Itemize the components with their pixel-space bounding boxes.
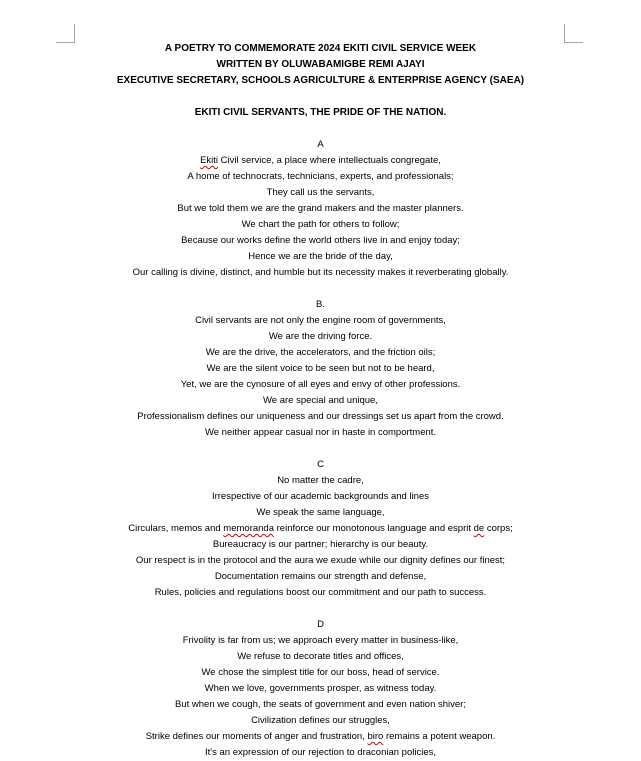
line-text: Civil service, a place where intellectuals congregate, <box>218 155 441 166</box>
poem-line <box>0 377 641 393</box>
line-text: Civilization defines our struggles, <box>251 715 390 726</box>
line-text: We are the driving force. <box>268 331 373 342</box>
line-text: reinforce our monotonous language and esprit <box>274 523 474 534</box>
stanza-label: A <box>317 139 324 150</box>
line-text: We are the drive, the accelerators, and the friction oils; <box>205 347 436 358</box>
line-text: Professionalism defines our uniqueness and our dressings set us apart from the crowd. <box>137 411 504 422</box>
line-text: Our respect is in the protocol and the aura we exude while our dignity defines our finest; <box>135 555 506 566</box>
poem-line <box>0 217 641 233</box>
poem-line <box>0 649 641 665</box>
poem-line <box>0 729 641 745</box>
poem-line <box>0 425 641 441</box>
header-line-author: WRITTEN BY OLUWABAMIGBE REMI AJAYI <box>216 59 425 70</box>
poem-line <box>0 713 641 729</box>
poem-line <box>0 361 641 377</box>
poem-line <box>0 633 641 649</box>
poem-line <box>0 185 641 201</box>
poem-line <box>0 169 641 185</box>
line-text: We chart the path for others to follow; <box>241 219 400 230</box>
header-line-position: EXECUTIVE SECRETARY, SCHOOLS AGRICULTURE & ENTERPRISE AGENCY (SAEA) <box>116 75 525 86</box>
stanza-label: C <box>317 459 324 470</box>
line-text: Civil servants are not only the engine room of governments, <box>195 315 446 326</box>
poem-body <box>0 137 641 761</box>
spellcheck-flagged-word: Ekiti <box>200 155 219 166</box>
spellcheck-flagged-word: biro <box>367 731 384 742</box>
line-text: We are special and unique, <box>263 395 378 406</box>
poem-line <box>0 393 641 409</box>
spellcheck-flagged-word: de <box>473 523 485 534</box>
line-text: But when we cough, the seats of government and even nation shiver; <box>175 699 466 710</box>
spellcheck-flagged-word: memoranda <box>223 523 274 534</box>
line-text: Because our works define the world others live in and enjoy today; <box>181 235 460 246</box>
line-text: When we love, governments prosper, as witness today. <box>204 683 437 694</box>
poem-line <box>0 745 641 761</box>
poem-line <box>0 585 641 601</box>
poem-line <box>0 345 641 361</box>
poem-line <box>0 153 641 169</box>
line-text: remains a potent weapon. <box>383 731 496 742</box>
line-text: We refuse to decorate titles and offices, <box>237 651 404 662</box>
line-text: Bureaucracy is our partner; hierarchy is our beauty. <box>212 539 429 550</box>
line-text: corps; <box>484 523 513 534</box>
stanza <box>0 137 641 281</box>
line-text: Yet, we are the cynosure of all eyes and envy of other professions. <box>180 379 461 390</box>
line-text: We chose the simplest title for our boss, head of service. <box>201 667 440 678</box>
line-text: Documentation remains our strength and defense, <box>214 571 427 582</box>
line-text: Rules, policies and regulations boost our commitment and our path to success. <box>154 587 487 598</box>
line-text: They call us the servants, <box>266 187 375 198</box>
poem-line <box>0 329 641 345</box>
line-text: Hence we are the bride of the day, <box>248 251 393 262</box>
poem-line <box>0 265 641 281</box>
poem-line <box>0 553 641 569</box>
poem-line <box>0 697 641 713</box>
line-text: Strike defines our moments of anger and frustration, <box>145 731 368 742</box>
poem-line <box>0 505 641 521</box>
stanza-label: B. <box>316 299 325 310</box>
poem-line <box>0 409 641 425</box>
poem-line <box>0 537 641 553</box>
poem-line <box>0 521 641 537</box>
header-line-event: A POETRY TO COMMEMORATE 2024 EKITI CIVIL SERVICE WEEK <box>164 43 477 54</box>
stanza <box>0 617 641 761</box>
poem-line <box>0 473 641 489</box>
document-page <box>0 41 641 761</box>
document-header <box>0 41 641 89</box>
poem-line <box>0 569 641 585</box>
line-text: We neither appear casual nor in haste in comportment. <box>204 427 437 438</box>
poem-line <box>0 665 641 681</box>
line-text: But we told them we are the grand makers and the master planners. <box>177 203 464 214</box>
poem-line <box>0 681 641 697</box>
line-text: Irrespective of our academic backgrounds and lines <box>211 491 430 502</box>
poem-line <box>0 201 641 217</box>
poem-line <box>0 489 641 505</box>
line-text: A home of technocrats, technicians, experts, and professionals; <box>187 171 454 182</box>
line-text: Our calling is divine, distinct, and humble but its necessity makes it reverberating globally. <box>132 267 509 278</box>
poem-title: EKITI CIVIL SERVANTS, THE PRIDE OF THE NATION. <box>194 107 447 118</box>
poem-line <box>0 233 641 249</box>
stanza-label: D <box>317 619 324 630</box>
stanza <box>0 457 641 601</box>
line-text: We speak the same language, <box>256 507 385 518</box>
stanza <box>0 297 641 441</box>
line-text: We are the silent voice to be seen but not to be heard, <box>206 363 435 374</box>
line-text: Frivolity is far from us; we approach every matter in business-like, <box>182 635 459 646</box>
poem-line <box>0 249 641 265</box>
line-text: No matter the cadre, <box>277 475 364 486</box>
line-text: Circulars, memos and <box>128 523 224 534</box>
line-text: It's an expression of our rejection to draconian policies, <box>205 747 436 758</box>
poem-line <box>0 313 641 329</box>
